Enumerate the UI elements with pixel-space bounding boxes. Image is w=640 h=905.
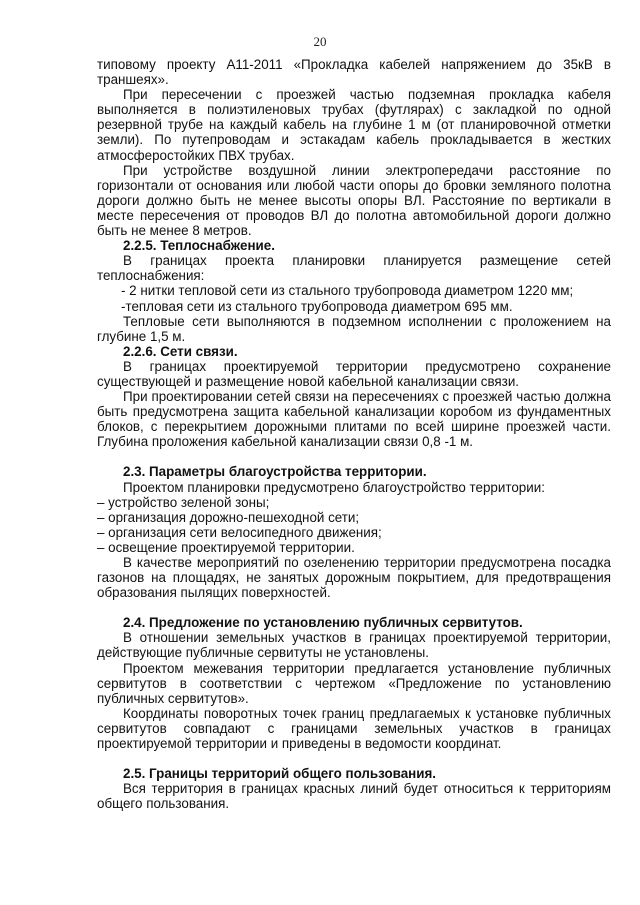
section-heading: 2.2.6. Сети связи.: [123, 343, 238, 359]
section-gap: [97, 751, 611, 766]
list-item: – организация дорожно-пешеходной сети;: [97, 509, 360, 525]
list-item: – организация сети велосипедного движения;: [97, 524, 382, 540]
list-item: -тепловая сети из стального трубопровода диаметром 695 мм.: [121, 298, 513, 314]
list-item: – освещение проектируемой территории.: [97, 539, 355, 555]
paragraph: В качестве мероприятий по озеленению территории предусмотрена посадка газонов на площадях, не занятых дорожным покрытием, для предотвращения образования пылящих поверхностей.: [97, 555, 611, 601]
paragraph: Проектом межевания территории предлагается установление публичных сервитутов в соответствии с чертежом «Предложение по установлению публичных сервитутов».: [97, 660, 611, 706]
paragraph: Проектом планировки предусмотрено благоустройство территории:: [123, 479, 545, 495]
section-heading: 2.2.5. Теплоснабжение.: [123, 238, 275, 254]
section-heading: 2.4. Предложение по установлению публичных сервитутов.: [123, 615, 523, 631]
section-heading: 2.5. Границы территорий общего пользования.: [123, 766, 437, 782]
page-number: 20: [313, 34, 327, 49]
paragraph: типовому проекту А11-2011 «Прокладка кабелей напряжением до 35кВ в траншеях».: [97, 57, 611, 88]
list-item: – устройство зеленой зоны;: [97, 494, 270, 510]
paragraph: Координаты поворотных точек границ предлагаемых к установке публичных сервитутов совпадают с границами земельных участков в границах проектируемой территории и приведены в ведомости координат.: [97, 705, 611, 752]
paragraph: В границах проектируемой территории предусмотрено сохранение существующей и размещение новой кабельной канализации связи.: [97, 358, 611, 389]
paragraph: При проектировании сетей связи на пересечениях с проезжей частью должна быть предусмотрена защита кабельной канализации коробом из фундаментных блоков, с перекрытием дорожными плитами по всей ширине проезжей части. Глубина проложения кабельной канализации связи 0,8 -1 м.: [97, 389, 611, 450]
paragraph: При устройстве воздушной линии электропередачи расстояние по горизонтали от основания или любой части опоры до бровки земляного полотна дороги должно быть не менее высоты опоры ВЛ. Расстояние по вертикали в месте пересечения от проводов ВЛ до полотна автомобильной дороги должно быть не менее 8 метров.: [97, 162, 611, 239]
section-gap: [97, 600, 611, 615]
paragraph: В границах проекта планировки планируется размещение сетей теплоснабжения:: [97, 253, 611, 284]
paragraph: Тепловые сети выполняются в подземном исполнении с проложением на глубине 1,5 м.: [97, 313, 611, 344]
paragraph: При пересечении с проезжей частью подземная прокладка кабеля выполняется в полиэтиленовых трубах (футлярах) с закладкой по одной резервной трубе на каждый кабель на глубине 1 м (от планировочной отметки земли). По путепроводам и эстакадам кабель прокладывается в жестких атмосферостойких ПВХ трубах.: [97, 87, 611, 163]
list-item: - 2 нитки тепловой сети из стального трубопровода диаметром 1220 мм;: [121, 283, 574, 299]
section-gap: [97, 449, 611, 464]
paragraph: В отношении земельных участков в границах проектируемой территории, действующие публичные сервитуты не установлены.: [97, 630, 611, 661]
paragraph: Вся территория в границах красных линий будет относиться к территориям общего пользования.: [97, 781, 611, 812]
section-heading: 2.3. Параметры благоустройства территории.: [123, 464, 427, 480]
document-body: [97, 57, 611, 811]
